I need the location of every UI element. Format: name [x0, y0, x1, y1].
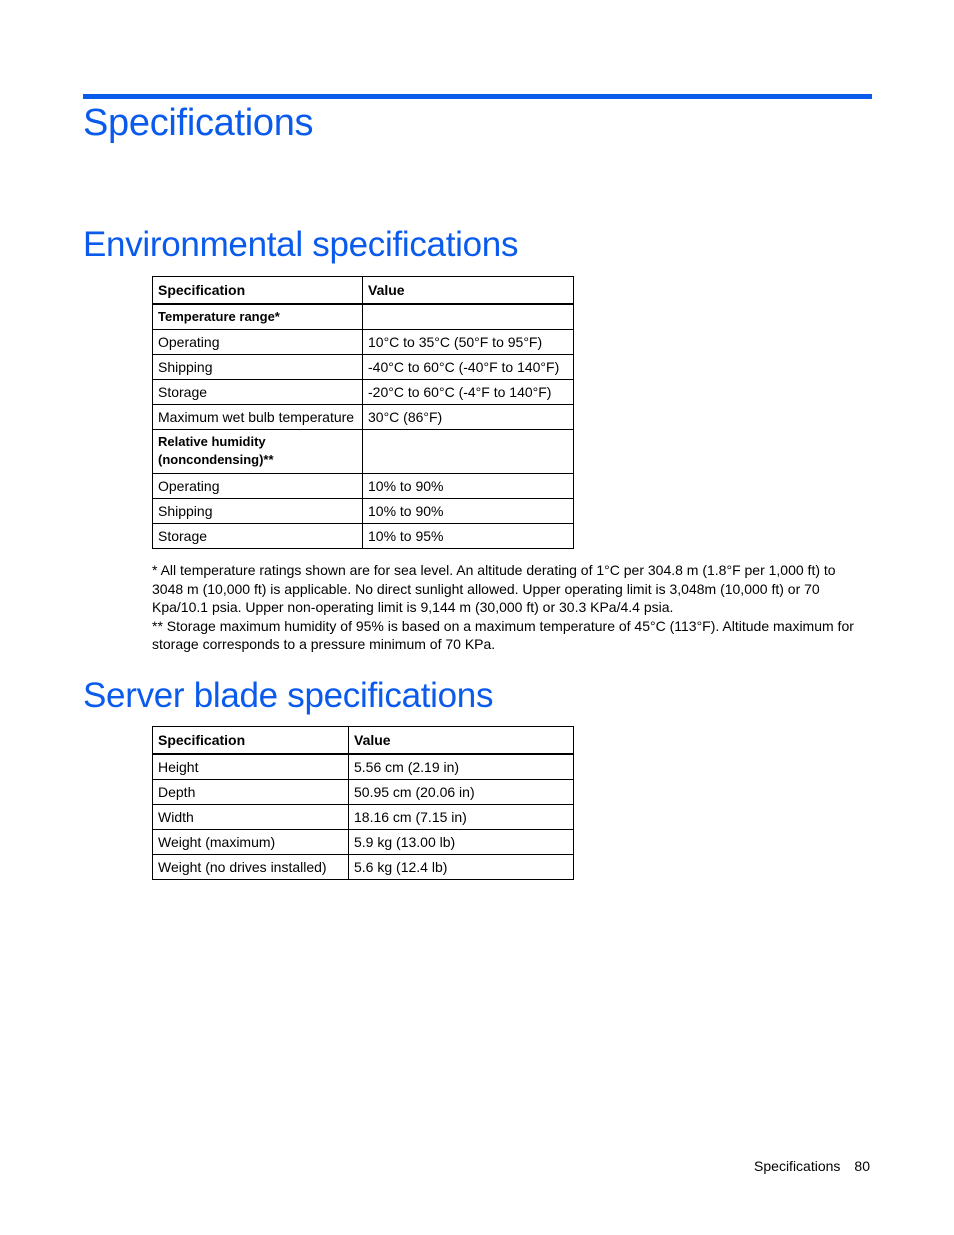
- table-row: [153, 379, 574, 404]
- table-row: [153, 354, 574, 379]
- footnote-temperature: * All temperature ratings shown are for sea level. An altitude derating of 1°C per 304.8 m (1.8°F per 1,000 ft) to 3048 m (10,000 ft) is applicable. No direct sunlight allowed. Upper operating limit is 3,048m (10,000 ft) or 70 Kpa/10.1 psia. Upper non-operating limit is 9,144 m (30,000 ft) or 30.3 KPa/4.4 psia.: [152, 562, 836, 616]
- footer-section-name: Specifications: [754, 1158, 841, 1174]
- server-blade-heading: Server blade specifications: [83, 676, 494, 715]
- footnotes: [152, 561, 862, 654]
- server-blade-spec-table: [152, 726, 574, 880]
- cell-value: -40°C to 60°C (-40°F to 140°F): [363, 354, 574, 379]
- cell-value: -20°C to 60°C (-4°F to 140°F): [363, 379, 574, 404]
- cell-spec: Width: [153, 804, 349, 829]
- table-row: [153, 404, 574, 429]
- cell-spec: Shipping: [153, 498, 363, 523]
- footnote-humidity: ** Storage maximum humidity of 95% is based on a maximum temperature of 45°C (113°F). Altitude maximum for storage corresponds to a pressure minimum of 70 KPa.: [152, 617, 854, 653]
- table-row: [153, 854, 574, 879]
- table-row: [153, 754, 574, 779]
- cell-spec: Operating: [153, 329, 363, 354]
- column-header-specification: Specification: [153, 277, 363, 305]
- table-row: [153, 473, 574, 498]
- page-number: 80: [854, 1158, 870, 1174]
- column-header-value: Value: [349, 727, 574, 755]
- table-row: [153, 779, 574, 804]
- cell-spec: Operating: [153, 473, 363, 498]
- table-row: [153, 329, 574, 354]
- column-header-specification: Specification: [153, 727, 349, 755]
- cell-spec: Depth: [153, 779, 349, 804]
- cell-value: [363, 304, 574, 329]
- cell-value: 10% to 90%: [363, 473, 574, 498]
- cell-value: 10% to 95%: [363, 523, 574, 548]
- table-row: [153, 523, 574, 548]
- cell-value: 30°C (86°F): [363, 404, 574, 429]
- column-header-value: Value: [363, 277, 574, 305]
- group-label: Temperature range*: [153, 304, 363, 329]
- page-title: Specifications: [83, 102, 314, 144]
- cell-value: 5.56 cm (2.19 in): [349, 754, 574, 779]
- cell-value: 5.9 kg (13.00 lb): [349, 829, 574, 854]
- table-row: [153, 498, 574, 523]
- cell-value: 10% to 90%: [363, 498, 574, 523]
- cell-value: 10°C to 35°C (50°F to 95°F): [363, 329, 574, 354]
- title-rule: [83, 94, 872, 99]
- table-row: [153, 429, 574, 473]
- cell-spec: Weight (no drives installed): [153, 854, 349, 879]
- cell-spec: Shipping: [153, 354, 363, 379]
- environmental-heading: Environmental specifications: [83, 225, 519, 264]
- group-label: Relative humidity (noncondensing)**: [153, 429, 363, 473]
- table-row: [153, 804, 574, 829]
- cell-spec: Height: [153, 754, 349, 779]
- cell-spec: Maximum wet bulb temperature: [153, 404, 363, 429]
- cell-value: 5.6 kg (12.4 lb): [349, 854, 574, 879]
- environmental-spec-table: [152, 276, 574, 549]
- cell-spec: Weight (maximum): [153, 829, 349, 854]
- table-row: [153, 829, 574, 854]
- cell-value: 50.95 cm (20.06 in): [349, 779, 574, 804]
- cell-value: [363, 429, 574, 473]
- cell-value: 18.16 cm (7.15 in): [349, 804, 574, 829]
- cell-spec: Storage: [153, 379, 363, 404]
- page-footer: [754, 1158, 870, 1174]
- cell-spec: Storage: [153, 523, 363, 548]
- table-row: [153, 304, 574, 329]
